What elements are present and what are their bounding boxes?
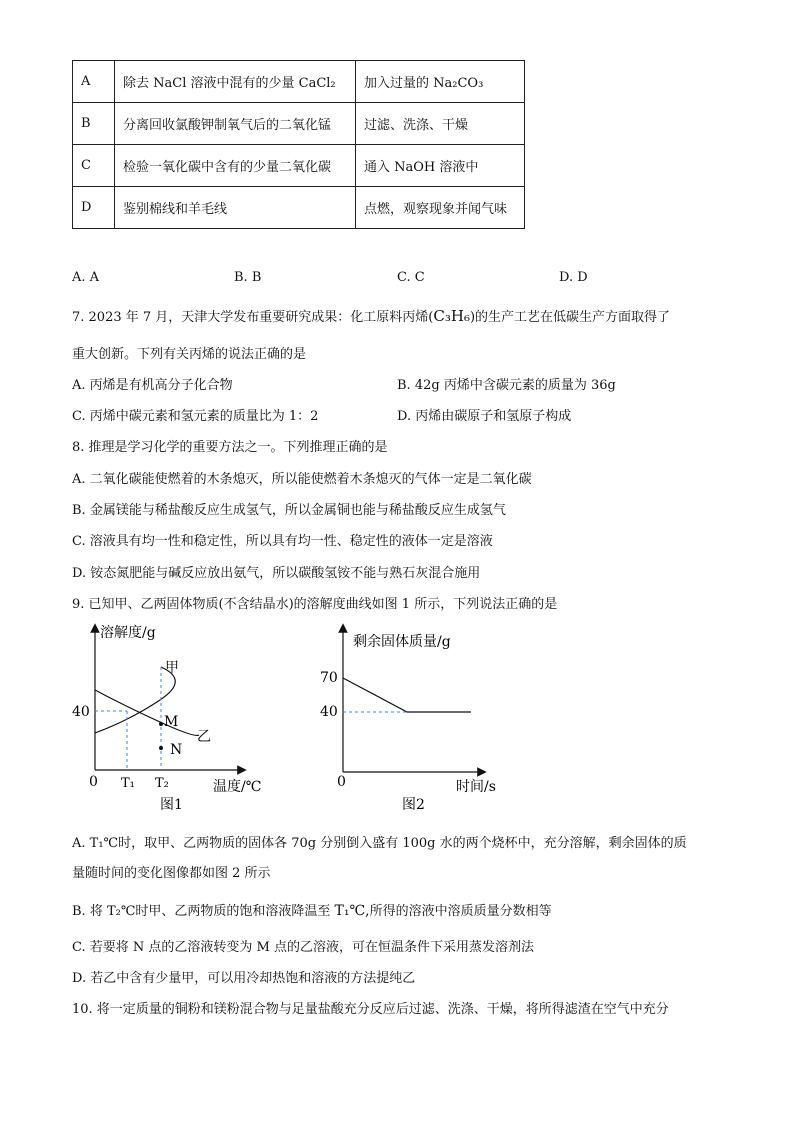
table-row: [73, 187, 525, 229]
row-label: A: [73, 61, 115, 103]
q7-stem-line2: 重大创新。下列有关丙烯的说法正确的是: [72, 347, 307, 362]
q9-option-c: C. 若要将 N 点的乙溶液转变为 M 点的乙溶液，可在恒温条件下采用蒸发溶剂法: [72, 940, 534, 955]
fig1-caption: 图1: [160, 797, 183, 813]
row-method: 通入 NaOH 溶液中: [356, 145, 525, 187]
table-row: [73, 145, 525, 187]
fig1-ylabel: 溶解度/g: [100, 625, 156, 641]
q8-option-c: C. 溶液具有均一性和稳定性，所以具有均一性、稳定性的液体一定是溶液: [72, 534, 493, 549]
figure-1-solubility-curve: [70, 620, 280, 820]
fig1-n-label: N: [170, 742, 183, 758]
q7-formula: C₃H₆: [433, 307, 470, 325]
q8-stem: 8. 推理是学习化学的重要方法之一。下列推理正确的是: [72, 440, 388, 455]
q7-stem: [72, 306, 670, 325]
row-purpose: 分离回收氯酸钾制氧气后的二氧化锰: [115, 103, 356, 145]
row-purpose: 鉴别棉线和羊毛线: [115, 187, 356, 229]
row-label: C: [73, 145, 115, 187]
q9-option-d: D. 若乙中含有少量甲，可以用冷却热饱和溶液的方法提纯乙: [72, 971, 416, 986]
q8-option-b: B. 金属镁能与稀盐酸反应生成氢气，所以金属铜也能与稀盐酸反应生成氢气: [72, 503, 506, 518]
table-row: [73, 61, 525, 103]
figure-2-residue-mass: [310, 620, 520, 820]
q7-option-c: C. 丙烯中碳元素和氢元素的质量比为 1：2: [72, 409, 319, 424]
fig1-t1: T₁: [121, 776, 135, 791]
q6-option-b: B. B: [234, 270, 262, 285]
fig1-xlabel: 温度/℃: [213, 779, 262, 795]
point-m-dot: [159, 722, 163, 726]
row-purpose: 检验一氧化碳中含有的少量二氧化碳: [115, 145, 356, 187]
fig2-origin: 0: [337, 774, 346, 790]
fig1-origin: 0: [89, 774, 98, 790]
q9-option-b-part1: B. 将 T₂℃时甲、乙两物质的饱和溶液降温至: [72, 904, 331, 919]
fig2-line: [343, 678, 471, 712]
q9-stem: 9. 已知甲、乙两固体物质(不含结晶水)的溶解度曲线如图 1 所示，下列说法正确的是: [72, 597, 558, 612]
fig1-yi-label: 乙: [197, 729, 211, 745]
q9-option-a-line2: 量随时间的变化图像都如图 2 所示: [72, 866, 271, 881]
q8-option-a: A. 二氧化碳能使燃着的木条熄灭，所以能使燃着木条熄灭的气体一定是二氧化碳: [72, 472, 532, 487]
q7-option-a: A. 丙烯是有机高分子化合物: [72, 378, 233, 393]
q9-option-b: [72, 900, 552, 919]
q6-option-c: C. C: [397, 270, 425, 285]
q8-option-d: D. 铵态氮肥能与碱反应放出氨气，所以碳酸氢铵不能与熟石灰混合施用: [72, 566, 481, 581]
fig2-y70: 70: [320, 670, 338, 686]
fig1-y40: 40: [72, 704, 90, 720]
row-label: D: [73, 187, 115, 229]
row-method: 加入过量的 Na₂CO₃: [356, 61, 525, 103]
fig1-t2: T₂: [155, 776, 169, 791]
q9-option-a-line1: A. T₁℃时，取甲、乙两物质的固体各 70g 分别倒入盛有 100g 水的两个烧杯中，充分溶解，剩余固体的质: [72, 836, 687, 851]
q7-option-b: B. 42g 丙烯中含碳元素的质量为 36g: [397, 378, 616, 393]
q6-option-d: D. D: [559, 270, 588, 285]
options-table: [72, 60, 525, 229]
row-method: 点燃，观察现象并闻气味: [356, 187, 525, 229]
row-purpose: 除去 NaCl 溶液中混有的少量 CaCl₂: [115, 61, 356, 103]
curve-yi: [95, 690, 199, 735]
fig2-ylabel: 剩余固体质量/g: [353, 634, 451, 650]
q9-option-b-temp: T₁℃,: [334, 903, 370, 919]
fig1-m-label: M: [164, 714, 179, 730]
fig2-caption: 图2: [402, 797, 425, 813]
q9-option-b-part2: 所得的溶液中溶质质量分数相等: [369, 904, 552, 919]
table-row: [73, 103, 525, 145]
fig2-y40: 40: [320, 704, 338, 720]
row-method: 过滤、洗涤、干燥: [356, 103, 525, 145]
fig1-jia-label: 甲: [165, 660, 179, 676]
q7-option-d: D. 丙烯由碳原子和氢原子构成: [397, 409, 572, 424]
q6-option-a: A. A: [72, 270, 100, 285]
q7-stem-part1: 7. 2023 年 7 月，天津大学发布重要研究成果：化工原料丙烯(: [72, 310, 434, 325]
q7-stem-part2: )的生产工艺在低碳生产方面取得了: [469, 310, 671, 325]
fig2-xlabel: 时间/s: [456, 779, 496, 795]
row-label: B: [73, 103, 115, 145]
point-n-dot: [159, 746, 163, 750]
q10-stem: 10. 将一定质量的铜粉和镁粉混合物与足量盐酸充分反应后过滤、洗涤、干燥，将所得滤渣在空气中充分: [72, 1002, 669, 1017]
